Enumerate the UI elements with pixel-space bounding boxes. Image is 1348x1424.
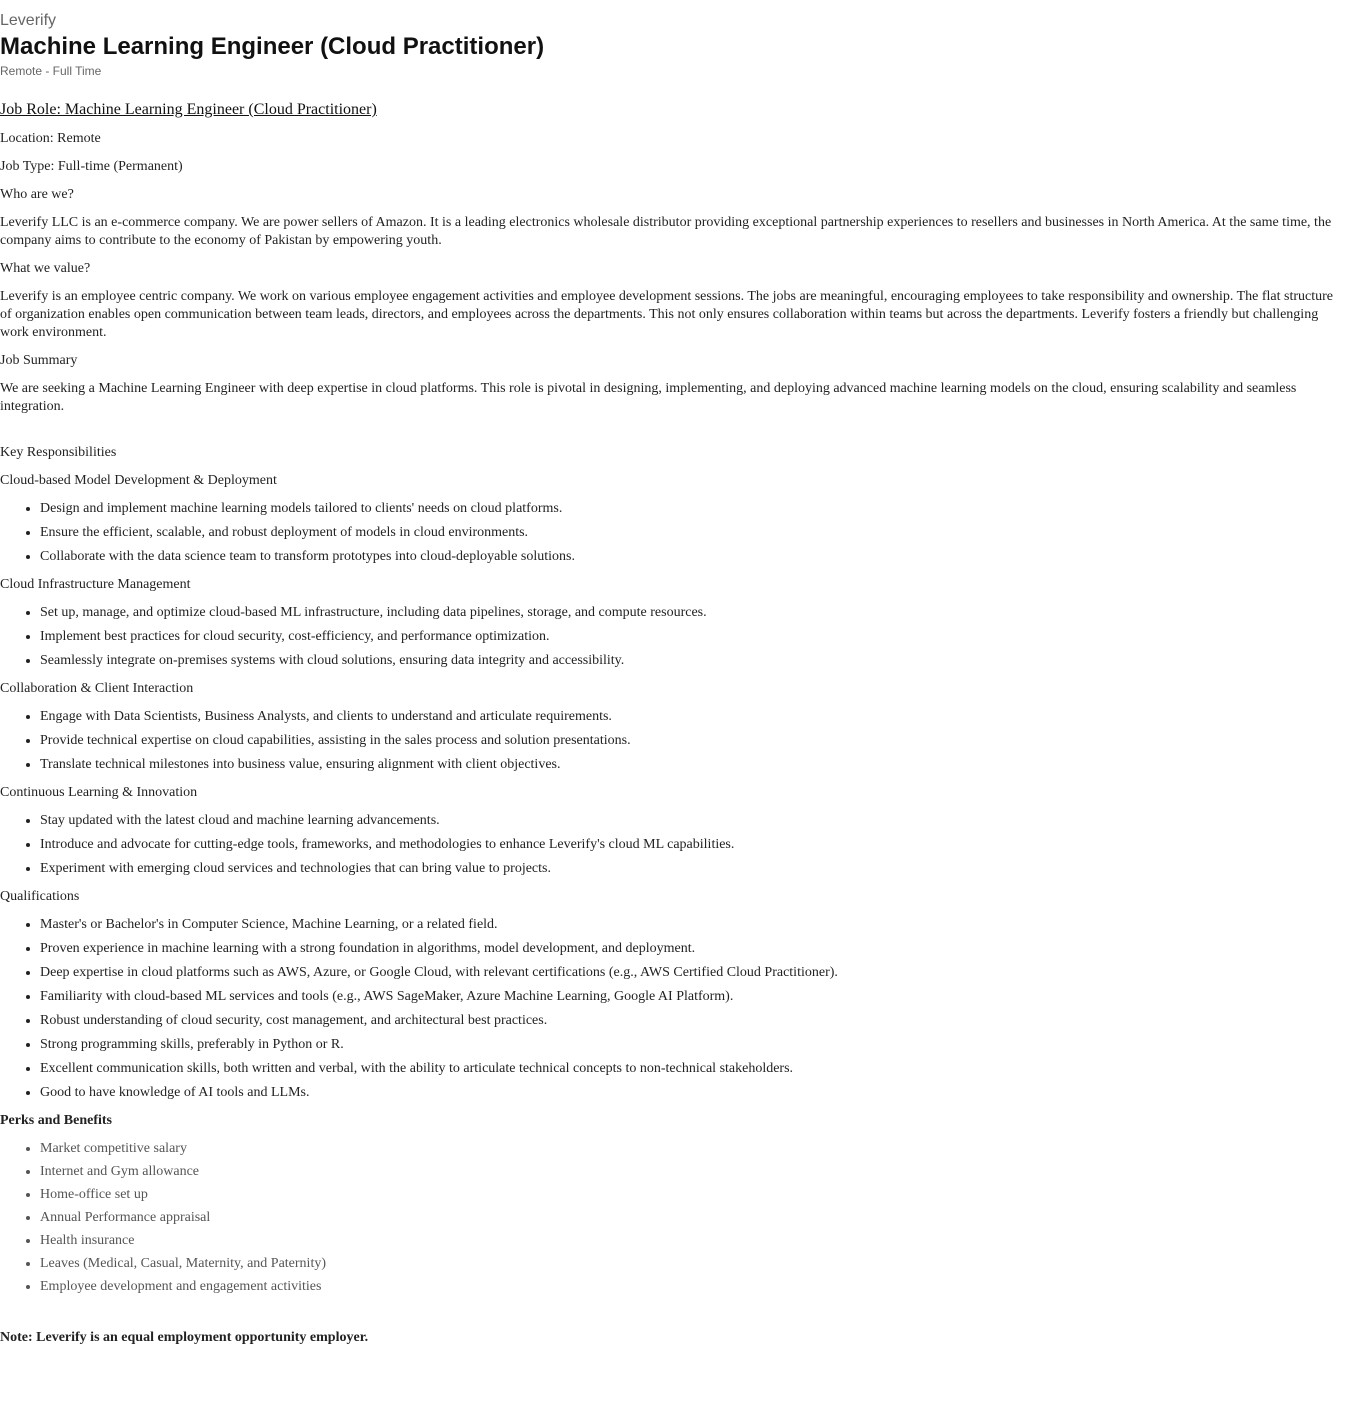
responsibilities-list bbox=[0, 500, 1348, 566]
value-heading: What we value? bbox=[0, 261, 91, 276]
spacer bbox=[0, 416, 1348, 444]
list-item: • Familiarity with cloud-based ML services and tools (e.g., AWS SageMaker, Azure Machine Learning, Google AI Platform). bbox=[40, 988, 1348, 1006]
list-item: • Proven experience in machine learning with a strong foundation in algorithms, model development, and deployment. bbox=[40, 940, 1348, 958]
list-item: • Robust understanding of cloud security, cost management, and architectural best practices. bbox=[40, 1012, 1348, 1030]
job-description bbox=[0, 100, 1348, 1347]
responsibilities-list bbox=[0, 812, 1348, 878]
list-item: • Introduce and advocate for cutting-edge tools, frameworks, and methodologies to enhance Leverify's cloud ML capabilities. bbox=[40, 836, 1348, 854]
section-heading: Cloud Infrastructure Management bbox=[0, 577, 191, 592]
summary-text: We are seeking a Machine Learning Engineer with deep expertise in cloud platforms. This role is pivotal in designing, implementing, and deploying advanced machine learning models on the cloud, ensuring scalability and seamless integration. bbox=[0, 381, 1297, 414]
list-item: • Stay updated with the latest cloud and machine learning advancements. bbox=[40, 812, 1348, 830]
list-item: • Provide technical expertise on cloud capabilities, assisting in the sales process and solution presentations. bbox=[40, 732, 1348, 750]
list-item: • Annual Performance appraisal bbox=[40, 1209, 1348, 1227]
responsibilities-list bbox=[0, 708, 1348, 774]
section-heading: Continuous Learning & Innovation bbox=[0, 785, 198, 800]
job-type: Job Type: Full-time (Permanent) bbox=[0, 159, 183, 174]
spacer bbox=[0, 1301, 1348, 1329]
list-item: • Master's or Bachelor's in Computer Science, Machine Learning, or a related field. bbox=[40, 916, 1348, 934]
perks-heading: Perks and Benefits bbox=[0, 1113, 112, 1128]
list-item: • Excellent communication skills, both written and verbal, with the ability to articulate technical concepts to non-technical stakeholders. bbox=[40, 1060, 1348, 1078]
who-heading: Who are we? bbox=[0, 187, 74, 202]
section-heading: Collaboration & Client Interaction bbox=[0, 681, 194, 696]
list-item: • Design and implement machine learning models tailored to clients' needs on cloud platforms. bbox=[40, 500, 1348, 518]
responsibilities-list bbox=[0, 604, 1348, 670]
job-location: Location: Remote bbox=[0, 131, 101, 146]
job-meta: Remote - Full Time bbox=[0, 64, 102, 78]
list-item: • Health insurance bbox=[40, 1232, 1348, 1250]
list-item: • Set up, manage, and optimize cloud-based ML infrastructure, including data pipelines, storage, and compute resources. bbox=[40, 604, 1348, 622]
list-item: • Seamlessly integrate on-premises systems with cloud solutions, ensuring data integrity and accessibility. bbox=[40, 652, 1348, 670]
summary-heading: Job Summary bbox=[0, 353, 78, 368]
list-item: • Employee development and engagement activities bbox=[40, 1278, 1348, 1296]
job-role-heading: Job Role: Machine Learning Engineer (Cloud Practitioner) bbox=[0, 101, 377, 118]
company-name: Leverify bbox=[0, 12, 57, 29]
list-item: • Engage with Data Scientists, Business Analysts, and clients to understand and articulate requirements. bbox=[40, 708, 1348, 726]
perks-list bbox=[0, 1140, 1348, 1296]
list-item: • Home-office set up bbox=[40, 1186, 1348, 1204]
list-item: • Deep expertise in cloud platforms such as AWS, Azure, or Google Cloud, with relevant certifications (e.g., AWS Certified Cloud Practitioner). bbox=[40, 964, 1348, 982]
section-heading: Cloud-based Model Development & Deployment bbox=[0, 473, 277, 488]
list-item: • Internet and Gym allowance bbox=[40, 1163, 1348, 1181]
list-item: • Collaborate with the data science team to transform prototypes into cloud-deployable solutions. bbox=[40, 548, 1348, 566]
list-item: • Leaves (Medical, Casual, Maternity, and Paternity) bbox=[40, 1255, 1348, 1273]
list-item: • Experiment with emerging cloud services and technologies that can bring value to projects. bbox=[40, 860, 1348, 878]
who-text: Leverify LLC is an e-commerce company. We are power sellers of Amazon. It is a leading electronics wholesale distributor providing exceptional partnership experiences to resellers and businesses in North America. At the same time, the company aims to contribute to the economy of Pakistan by empowering youth. bbox=[0, 215, 1332, 248]
value-text: Leverify is an employee centric company. We work on various employee engagement activities and employee development sessions. The jobs are meaningful, encouraging employees to take responsibility and ownership. The flat structure of organization enables open communication between team leads, directors, and employees across the departments. This not only ensures collaboration within teams but across the departments. Leverify fosters a friendly but challenging work environment. bbox=[0, 289, 1334, 340]
qualifications-heading: Qualifications bbox=[0, 889, 80, 904]
job-title: Machine Learning Engineer (Cloud Practitioner) bbox=[0, 33, 545, 60]
list-item: • Implement best practices for cloud security, cost-efficiency, and performance optimization. bbox=[40, 628, 1348, 646]
qualifications-list bbox=[0, 916, 1348, 1102]
list-item: • Translate technical milestones into business value, ensuring alignment with client objectives. bbox=[40, 756, 1348, 774]
eeo-note: Note: Leverify is an equal employment opportunity employer. bbox=[0, 1330, 369, 1345]
list-item: • Strong programming skills, preferably in Python or R. bbox=[40, 1036, 1348, 1054]
responsibilities-heading: Key Responsibilities bbox=[0, 445, 117, 460]
list-item: • Market competitive salary bbox=[40, 1140, 1348, 1158]
list-item: • Ensure the efficient, scalable, and robust deployment of models in cloud environments. bbox=[40, 524, 1348, 542]
list-item: • Good to have knowledge of AI tools and LLMs. bbox=[40, 1084, 1348, 1102]
job-header bbox=[0, 0, 1348, 78]
